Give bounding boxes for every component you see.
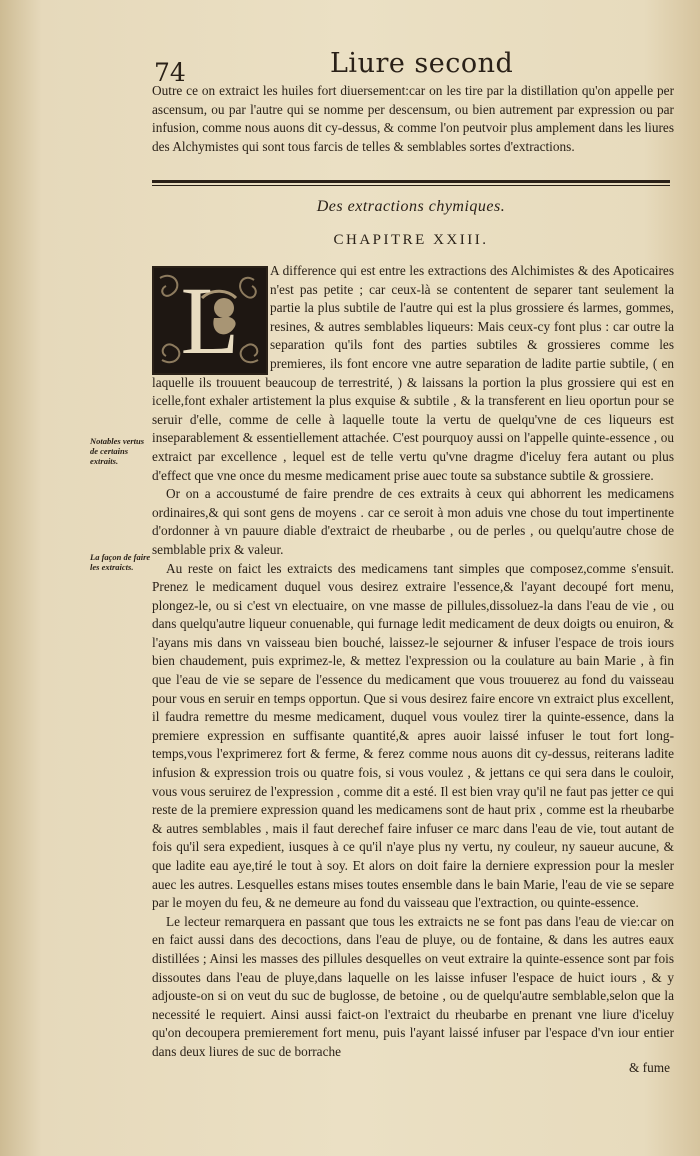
- chapter-body: [152, 262, 674, 1062]
- paragraph-3: Au reste on faict les extraicts des medicamens tant simples que composez,comme s'ensuit. Prenez le medicament duquel vous desirez extraire l'essence,& l'ayant decoupé fort menu, plongez-le, ou si c'est vn electuaire, on vne masse de pillules,dissoluez-la dans l'eau de vie , ou dans quelqu'autre liqueur conuenable, qui furnage ledit medicament de deux doigts ou enuiron, & l'ayans mis dans vn vaisseau bien bouché, laissez-le sejourner & infuser l'espace de trois iours bien chaudement, puis exprimez-le, & mettez l'expression ou la coulature au bain Marie , à fin que l'eau de vie se separe de l'essence du medicament que vous trouuerez au fond du vaisseau pour vous en seruir en temps opportun. Que si vous desirez faire encore vn extraict plus excellent, il faudra remettre du mesme medicament, duquel vous voulez tirer la quinte-essence, dans la premiere expression en suffisante quantité,& apres auoir laissé infuser le tout fort long-temps,vous l'exprimerez fort & ferme, & ferez comme nous auons dit cy-dessus, reiterans ladite infusion & expression trois ou quatre fois, si vous voulez , & jettans ce qui sera dans le couloir, vous vous seruirez de l'expression , comme dit a esté. Il est bien vray qu'il ne faut pas jetter ce qui reste de la premiere expression quand les medicamens sont de haut prix , comme est la rheubarbe & autres semblables , mais il faut derechef faire infuser ce marc dans l'eau de vie, tout autant de fois qu'il sera expedient, iusques à ce qu'il n'aye plus ny vertu, ny couleur, ny saueur aucune, & que ladite eau aye,tiré le tout à soy. Et alors on doit faire la derniere expression pour la mesler auec les autres. Lesquelles estans mises toutes ensemble dans le bain Marie, l'eau de vie se separe par le moyen du feu, & ne demeure au fond du vaisseau que l'extraction, ou quinte-essence.: [152, 560, 674, 911]
- section-title: Des extractions chymiques.: [316, 198, 506, 215]
- section-rule-thick: [152, 180, 670, 183]
- chapter-title: CHAPITRE XXIII.: [333, 232, 489, 248]
- section-rule-thin: [152, 185, 670, 186]
- page-number: 74: [154, 58, 186, 87]
- running-head: Liure second: [330, 48, 514, 79]
- intro-paragraph: Outre ce on extraict les huiles fort diuersement:car on les tire par la distillation qu'on appelle per ascensum, ou par l'autre qui se nomme per descensum, ou bien autrement par expression ou par infusion, comme nous auons dit cy-dessus, & comme l'on peutvoir plus amplement dans les liures des Alchymistes qui sont tous farcis de telles & semblables sortes d'extractions.: [152, 83, 674, 154]
- paragraph-4: Le lecteur remarquera en passant que tous les extraicts ne se font pas dans l'eau de vie:car on en faict aussi dans des decoctions, dans l'eau de pluye, ou de fontaine, & dans les autres eaux distillées ; Ainsi les masses des pillules desquelles on veut extraire la quinte-essence sont par fois dissoutes dans l'eau de pluye,dans laquelle on les laisse infuser l'espace de huict iours , & y adjouste-on si on veut du suc de buglosse, de betoine , ou de quelqu'autre semblable,selon que la necessité le requiert. Ainsi aussi faict-on l'extraict du rheubarbe en prenant vne liure d'iceluy qu'on decoupera premierement fort menu, puis l'ayant laissé infuser par l'espace d'vn iour entier dans deux liures de suc de borrache: [152, 913, 674, 1059]
- margin-note-facon-de-faire: La façon de faire les extraicts.: [90, 552, 151, 572]
- catchword: & fume: [629, 1060, 670, 1075]
- initial-letter: L: [180, 267, 240, 374]
- initial-float-space: [152, 262, 270, 372]
- margin-note-notables-vertus: Notables vertus de certains extraits.: [90, 436, 145, 466]
- paragraph-1: A difference qui est entre les extractions des Alchimistes & des Apoticaires n'est pas petite ; car ceux-là se contentent de separer tant seulement la partie la plus subtile de l'autre qui est la plus grossiere és larmes, gommes, resines, & autres semblables liqueurs: Mais ceux-cy font plus : car outre la separation qu'ils font des parties subtiles & grossieres comme les premieres, ils font encore vne autre separation de ladite partie subtile, ( en laquelle ils trouuent beaucoup de terrestrité, ) & laissans la portion la plus grossiere qui est en icelle,font exhaler artistement la plus exquise & subtile , & la transferent en lieu oportun pour se seruir d'elle, comme de celle à laquelle toute la vertu de quelqu'vne de ces liqueurs est inseparablement & essentiellement attachée. C'est pourquoy aussi on l'appelle quinte-essence , ou extraict par excellence , lequel est de telle vertu qu'vne dragme d'iceluy fera autant ou plus d'effect que vne once du mesme medicament prise auec toute sa substance subtile & grossiere.: [152, 263, 674, 483]
- paragraph-2: Or on a accoustumé de faire prendre de ces extraits à ceux qui abhorrent les medicamens ordinaires,& qui sont gens de moyens . car ce seroit à mon aduis vne chose du tout impertinente d'ordonner à vn pauure diable d'extraict de rheubarbe , ou de perles , ou quelqu'autre chose de semblable prix & valeur.: [152, 486, 674, 557]
